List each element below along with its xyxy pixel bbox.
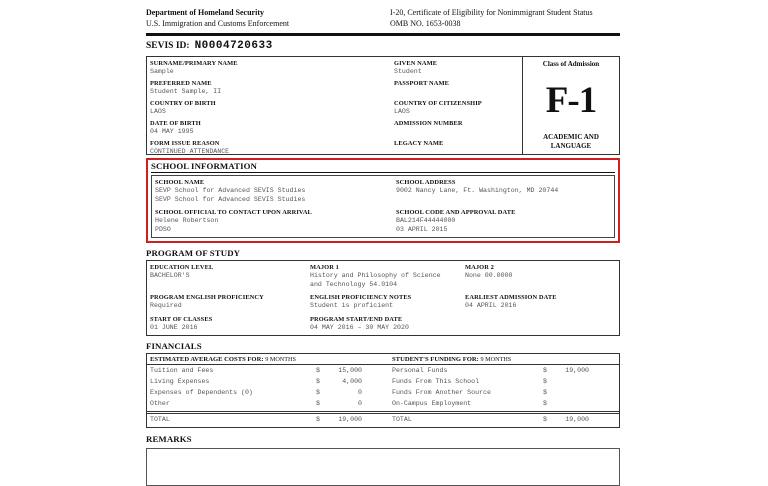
financials-box [146,353,620,428]
currency-sign: $ [543,400,547,407]
spacer [362,378,392,387]
spacer [362,367,392,376]
field-legacy-name [394,140,522,157]
funding-label: Funds From Another Source [392,389,491,396]
field-value: 01 JUNE 2016 [150,323,198,331]
visa-class-subtitle-line2: LANGUAGE [550,141,592,150]
school-information-section-highlighted [146,158,620,243]
funding-total-row [392,416,619,425]
field-label: COUNTRY OF BIRTH [150,100,216,107]
total-label: TOTAL [392,416,412,423]
cost-label: Expenses of Dependents (0) [150,389,253,396]
funding-amount [553,378,589,387]
visa-class-subtitle-line1: ACADEMIC AND [543,133,599,141]
cost-row-dependents [150,389,392,398]
funding-amount [553,389,589,398]
financials-section-title: FINANCIALS [146,341,202,351]
field-label: PREFERRED NAME [150,80,212,87]
field-label: COUNTRY OF CITIZENSHIP [394,100,482,107]
field-admission-number [394,120,522,137]
i20-document [146,7,620,486]
cost-amount: 0 [358,389,362,396]
program-of-study-section [146,248,620,336]
form-header [146,7,620,29]
field-value: 03 APRIL 2015 [396,225,448,233]
field-label: START OF CLASSES [150,315,213,323]
field-value: BAL214F44444000 [396,217,456,224]
costs-period: 9 MONTHS [265,355,296,363]
field-country-of-citizenship [394,100,522,117]
field-value: Student is proficient [310,302,394,309]
field-english-notes [310,294,465,311]
field-label: SURNAME/PRIMARY NAME [150,60,238,67]
spacer [589,416,619,425]
class-of-admission-box [522,57,619,154]
sub-agency-name: U.S. Immigration and Customs Enforcement [146,19,290,28]
cost-row-living [150,378,392,387]
field-label: PASSPORT NAME [394,80,449,87]
field-school-address [396,179,614,204]
cost-amount: 15,000 [338,367,362,374]
visa-class-subtitle [525,133,617,150]
field-major1 [310,264,465,289]
field-value [394,128,522,137]
sevis-id-row [146,40,620,53]
funding-column [392,367,619,409]
sevis-id-value: N0004720633 [194,40,273,52]
field-value: and Technology 54.0104 [310,280,398,288]
funding-label: On-Campus Employment [392,400,472,407]
agency-block [146,7,390,29]
program-section-title: PROGRAM OF STUDY [146,248,241,258]
cost-label: Tuition and Fees [150,367,214,374]
field-label: MAJOR 1 [310,264,339,271]
spacer [589,367,619,376]
cost-amount: 4,000 [342,378,362,385]
cost-row-tuition [150,367,392,376]
field-label: FORM ISSUE REASON [150,140,220,147]
field-education-level [150,264,310,289]
form-title: I-20, Certificate of Eligibility for Nonimmigrant Student Status [390,8,593,17]
spacer [362,400,392,409]
field-value [394,88,522,97]
funding-label: Personal Funds [392,367,448,374]
financials-header-row [147,354,619,365]
field-label: PROGRAM START/END DATE [310,315,403,323]
school-info-box [151,175,615,238]
field-passport-name [394,80,522,97]
field-label: ADMISSION NUMBER [394,120,463,127]
field-value: SEVP School for Advanced SEVIS Studies [155,195,306,203]
agency-name: Department of Homeland Security [146,8,264,17]
field-value [394,148,522,157]
field-label: SCHOOL OFFICIAL TO CONTACT UPON ARRIVAL [155,209,312,216]
remarks-section [146,434,620,486]
funding-amount [553,400,589,409]
header-divider [146,33,620,36]
field-label: DATE OF BIRTH [150,120,201,127]
currency-sign: $ [543,378,547,385]
visa-class-value: F-1 [545,80,597,121]
field-major2 [465,264,619,289]
school-section-title: SCHOOL INFORMATION [151,161,615,173]
field-label: SCHOOL ADDRESS [396,179,456,186]
total-label: TOTAL [150,416,170,423]
total-amount: 19,000 [338,416,362,423]
cost-row-other [150,400,392,409]
cost-label: Other [150,400,170,407]
field-label: LEGACY NAME [394,140,444,147]
total-amount: 19,000 [565,416,589,423]
sevis-id-label: SEVIS ID: [146,41,190,51]
currency-sign: $ [316,416,320,423]
field-surname [150,60,394,77]
currency-sign: $ [543,367,547,374]
currency-sign: $ [316,400,320,407]
spacer [362,416,392,425]
field-value: 04 MAY 1995 [150,128,194,135]
field-value: 04 APRIL 2016 [465,302,517,309]
currency-sign: $ [543,389,547,396]
funding-period: 9 MONTHS [480,355,512,363]
funding-row-personal [392,367,619,376]
field-value: BACHELOR'S [150,272,190,279]
field-value: Student Sample, II [150,88,222,95]
form-title-block [390,7,620,29]
funding-row-school [392,378,619,387]
funding-header [392,356,619,363]
costs-header-label: ESTIMATED AVERAGE COSTS FOR: [150,355,264,363]
costs-total-row [150,416,392,425]
spacer [589,378,619,387]
class-of-admission-label: Class of Admission [542,60,600,68]
omb-number: OMB NO. 1653-0038 [390,19,461,28]
spacer [362,389,392,398]
field-preferred-name [150,80,394,97]
field-value: 04 MAY 2016 – 30 MAY 2020 [310,323,409,331]
field-earliest-admission [465,294,619,311]
field-value: Required [150,302,182,309]
field-value: CONTINUED ATTENDANCE [150,148,230,155]
cost-label: Living Expenses [150,378,210,385]
remarks-box [146,448,620,486]
field-value: LAOS [394,108,410,115]
funding-row-on-campus [392,400,619,409]
field-label: SCHOOL CODE AND APPROVAL DATE [396,209,516,216]
field-school-code [396,209,614,234]
field-given-name [394,60,522,77]
field-program-dates [310,316,619,333]
field-value: Student [394,68,422,75]
personal-info-box [146,56,620,155]
funding-header-label: STUDENT'S FUNDING FOR: [392,355,479,363]
financials-body [147,365,619,411]
field-date-of-birth [150,120,394,137]
funding-amount: 19,000 [565,367,589,374]
spacer [589,389,619,398]
spacer [589,400,619,409]
field-value: Helene Robertson [155,217,219,224]
funding-label: Funds From This School [392,378,480,385]
costs-column [150,367,392,409]
field-label: GIVEN NAME [394,60,438,67]
field-value: 9002 Nancy Lane, Ft. Washington, MD 20744 [396,187,559,194]
field-value: None 00.0000 [465,272,513,279]
field-school-official [155,209,396,234]
cost-amount: 0 [358,400,362,407]
personal-info-grid [147,57,522,154]
field-form-issue-reason [150,140,394,157]
field-label: SCHOOL NAME [155,179,205,186]
field-value: LAOS [150,108,166,115]
financials-section [146,341,620,428]
field-label: EDUCATION LEVEL [150,264,214,271]
field-value: Sample [150,68,174,75]
program-info-box [146,260,620,336]
currency-sign: $ [316,367,320,374]
field-label: ENGLISH PROFICIENCY NOTES [310,294,412,301]
costs-header [150,356,392,363]
field-value: PDSO [155,225,171,233]
field-school-name [155,179,396,204]
field-label: MAJOR 2 [465,264,494,271]
field-value: History and Philosophy of Science [310,272,441,279]
currency-sign: $ [316,389,320,396]
field-country-of-birth [150,100,394,117]
field-value: SEVP School for Advanced SEVIS Studies [155,187,306,194]
currency-sign: $ [316,378,320,385]
field-english-proficiency [150,294,310,311]
currency-sign: $ [543,416,547,423]
remarks-section-title: REMARKS [146,434,192,444]
financials-total-row [147,411,619,428]
funding-row-another-source [392,389,619,398]
field-label: PROGRAM ENGLISH PROFICIENCY [150,294,264,301]
field-start-of-classes [150,316,310,333]
field-label: EARLIEST ADMISSION DATE [465,294,557,301]
